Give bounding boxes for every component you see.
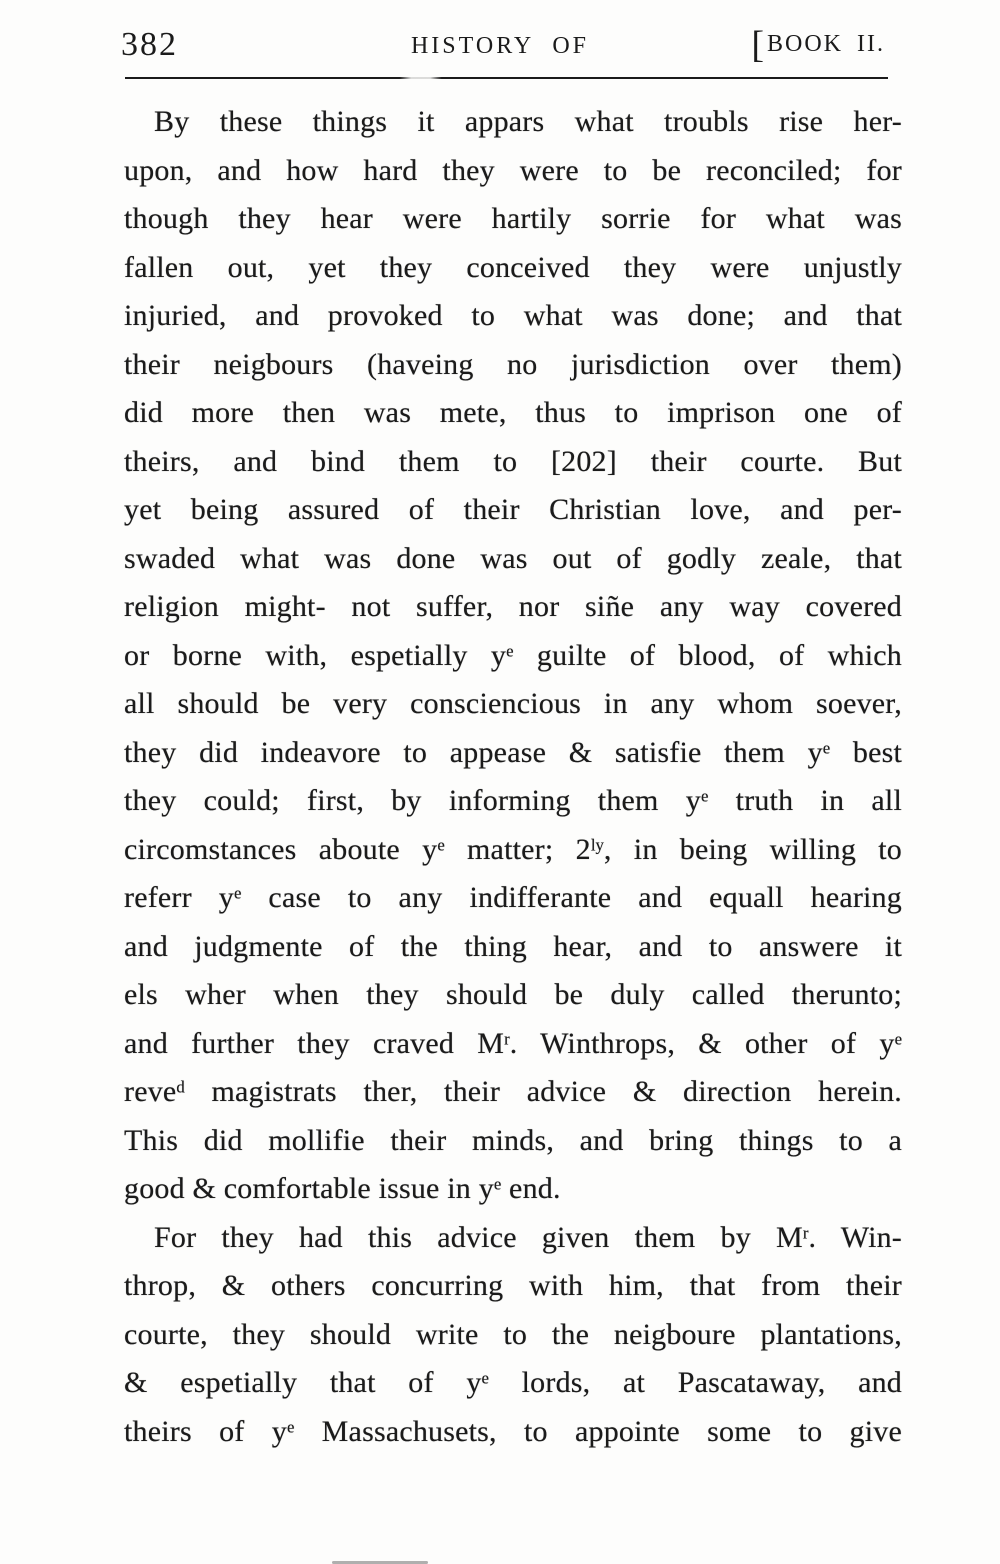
text-line: By these things it appars what troubls rise her- bbox=[154, 105, 902, 138]
opening-bracket: [ bbox=[751, 24, 764, 66]
text-line: their neigbours (haveing no jurisdiction over them) bbox=[124, 347, 902, 381]
text-line: good & comfortable issue in $y^e$ end. bbox=[124, 1172, 561, 1205]
text-line: theirs, and bind them to [202] their courte. But bbox=[124, 444, 902, 478]
page-header bbox=[0, 0, 1000, 80]
page-text bbox=[124, 98, 902, 1456]
text-line: and further they craved $M^r$. Winthrops, & other of $y^e$ bbox=[124, 1026, 903, 1060]
text-line: and judgmente of the thing hear, and to answere it bbox=[124, 929, 902, 963]
text-line: This did mollifie their minds, and bring things to a bbox=[124, 1123, 902, 1157]
text-line: throp, & others concurring with him, that from their bbox=[124, 1269, 902, 1302]
text-line: they did indeavore to appease & satisfie them $y^e$ best bbox=[124, 735, 903, 769]
text-line: injuried, and provoked to what was done; and that bbox=[124, 299, 902, 332]
running-title: HISTORY OF bbox=[410, 33, 590, 59]
text-line: yet being assured of their Christian love, and per- bbox=[124, 493, 902, 526]
text-line: upon, and how hard they were to be reconciled; for bbox=[124, 153, 902, 187]
text-line: circomstances aboute $y^e$ matter; $2^{ly}$, in being willing to bbox=[124, 832, 902, 866]
text-line: swaded what was done was out of godly zeale, that bbox=[124, 541, 902, 575]
page-number: 382 bbox=[121, 26, 178, 63]
text-line: they could; first, by informing them $y^e$ truth in all bbox=[124, 784, 902, 817]
text-line: all should be very consciencious in any whom soever, bbox=[124, 687, 902, 720]
header-rule bbox=[125, 77, 888, 79]
text-line: For they had this advice given them by $M^r$. Win- bbox=[154, 1220, 902, 1254]
book-label bbox=[751, 24, 885, 66]
book-label-text: BOOK II. bbox=[767, 31, 885, 57]
text-line: referr $y^e$ case to any indifferante and equall hearing bbox=[124, 881, 902, 914]
text-line: or borne with, espetially $y^e$ guilte of blood, of which bbox=[124, 638, 903, 672]
text-line: fallen out, yet they conceived they were unjustly bbox=[124, 250, 902, 284]
text-line: did more then was mete, thus to imprison one of bbox=[124, 396, 902, 429]
text-line: els wher when they should be duly called therunto; bbox=[124, 978, 902, 1011]
text-line: courte, they should write to the neigboure plantations, bbox=[124, 1317, 902, 1351]
text-line: religion might- not suffer, nor siñe any way covered bbox=[124, 590, 902, 623]
text-line: theirs of $y^e$ Massachusets, to appointe some to give bbox=[124, 1414, 903, 1448]
text-line: though they hear were hartily sorrie for what was bbox=[124, 202, 902, 235]
text-line: reve$^d$ magistrats ther, their advice & direction herein. bbox=[124, 1075, 902, 1108]
text-line: & espetially that of $y^e$ lords, at Pascataway, and bbox=[124, 1366, 902, 1399]
